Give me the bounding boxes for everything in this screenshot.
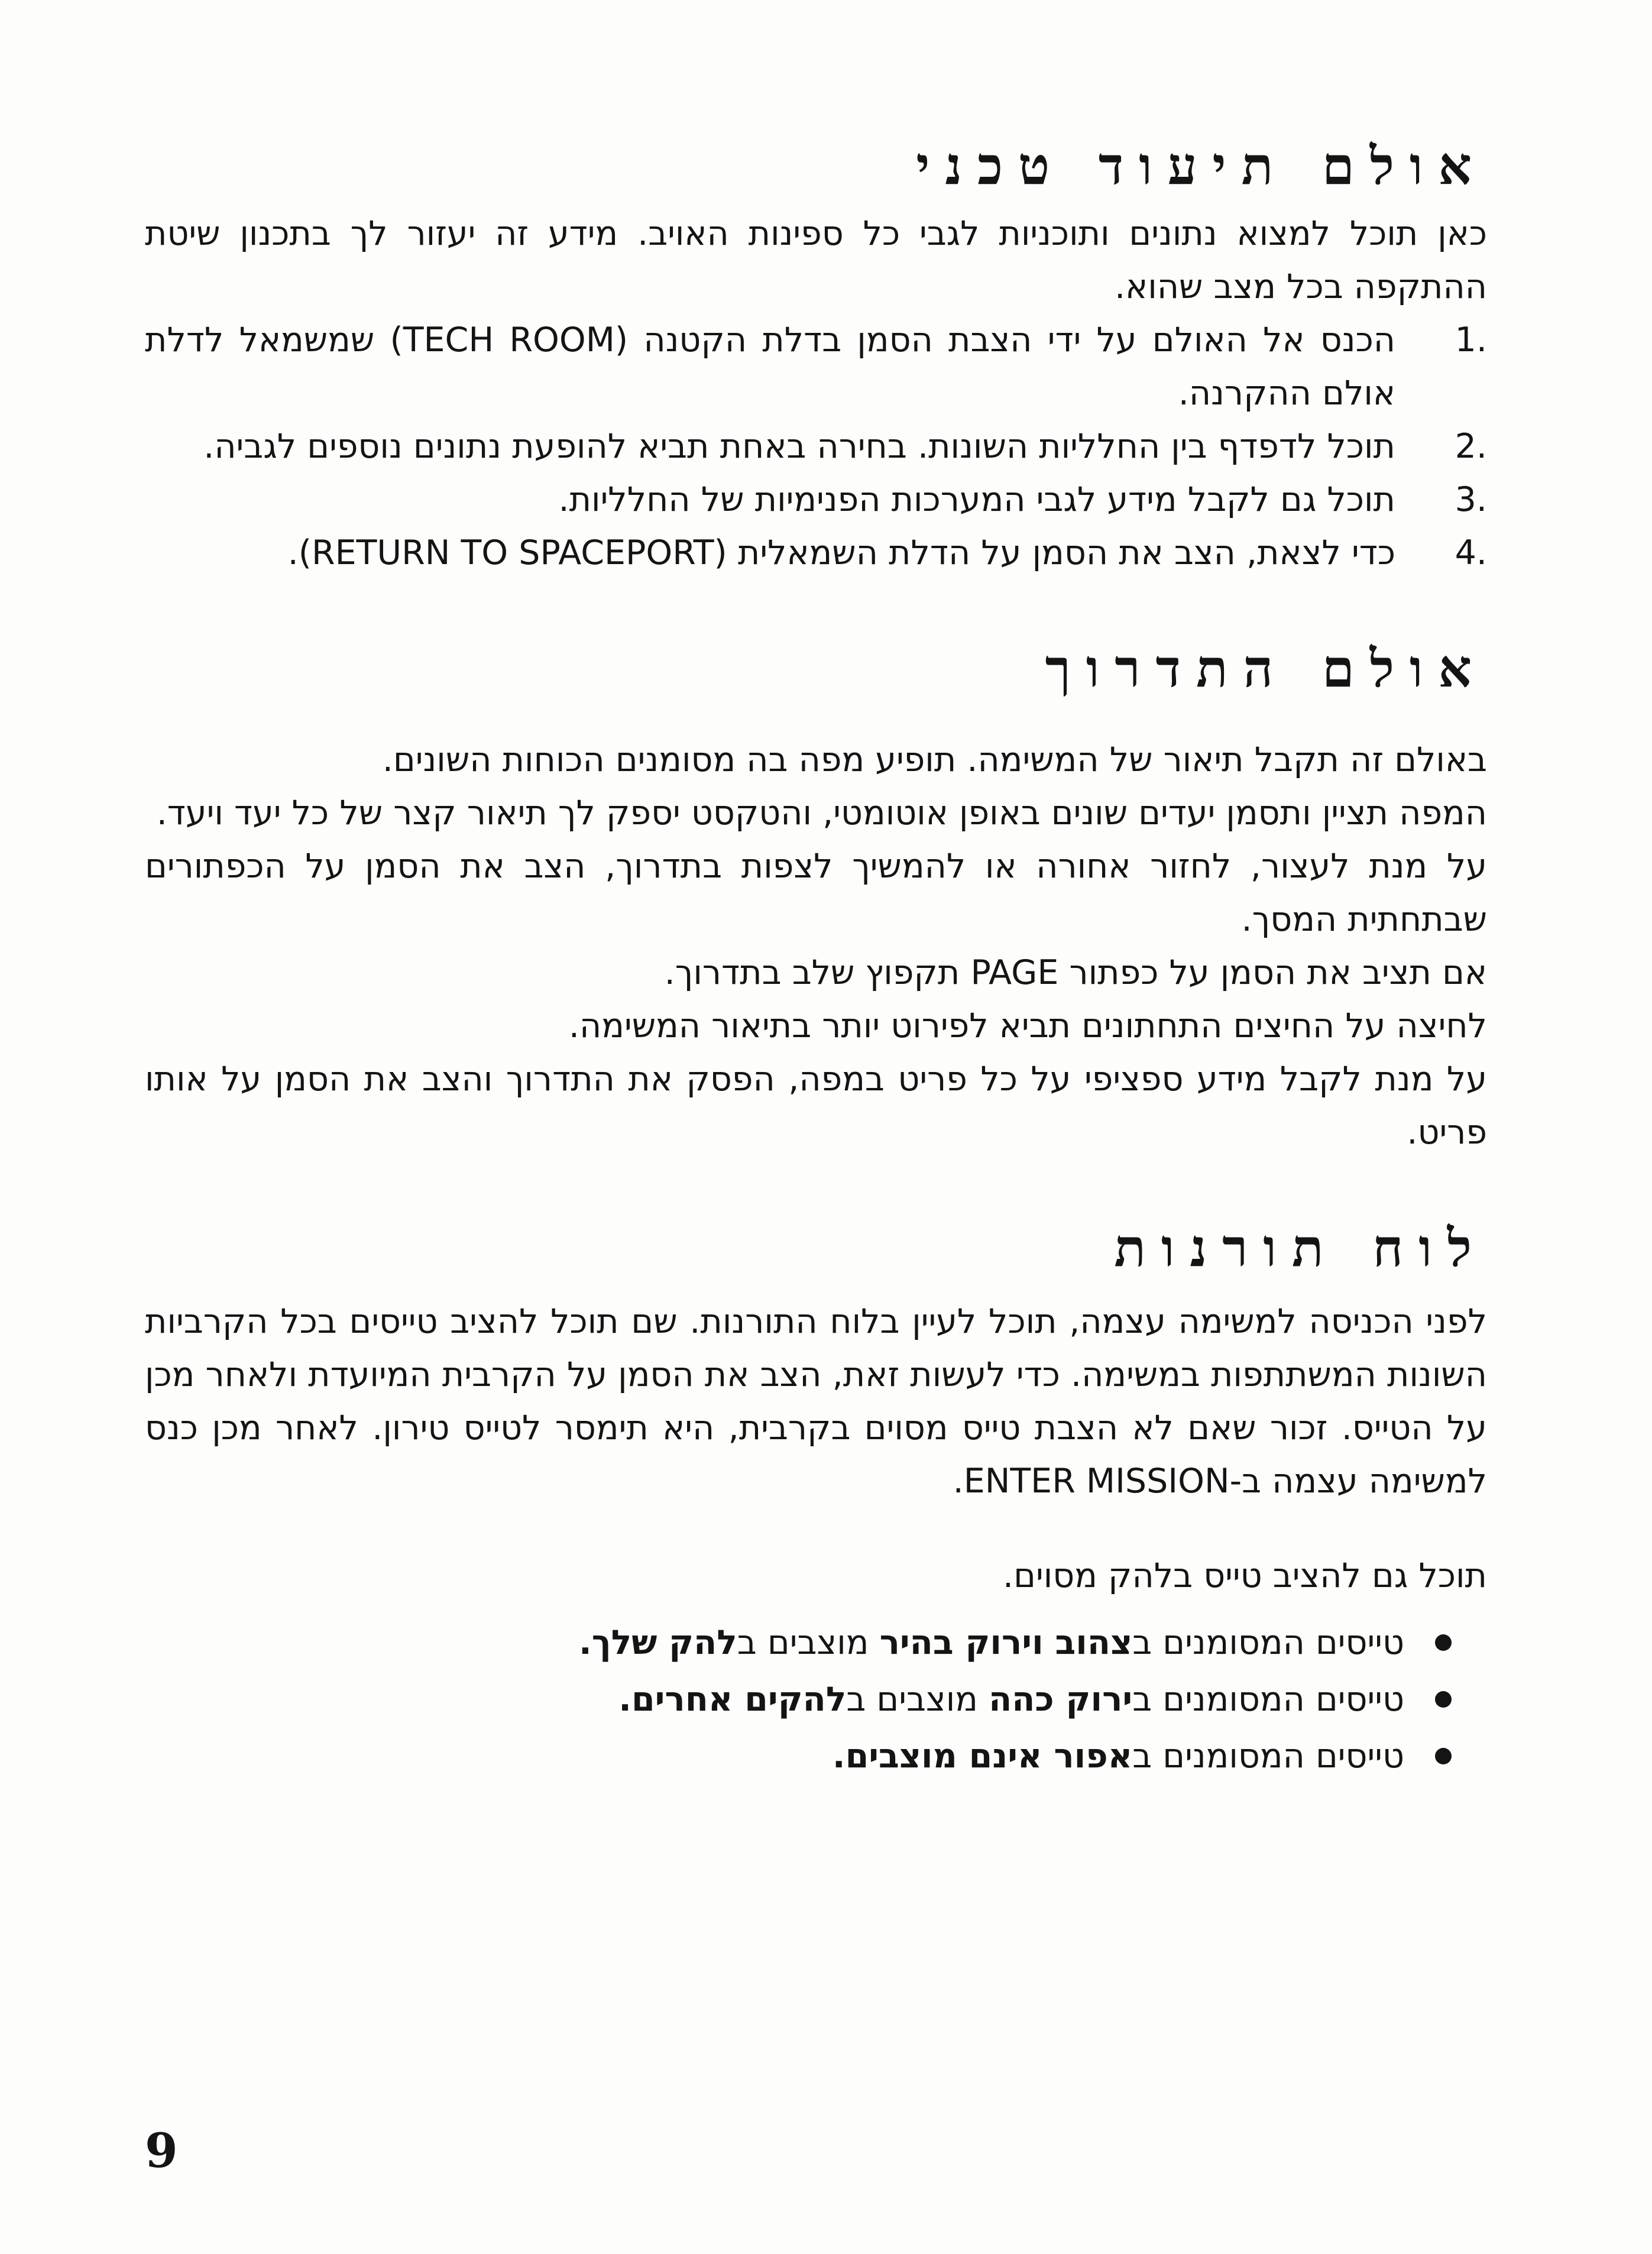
step-item (145, 526, 1487, 579)
step-number: 4. (1455, 533, 1487, 572)
briefing-line: על מנת לעצור, לחזור אחורה או להמשיך לצפות בתדרוך, הצב את הסמן על הכפתורים שבתחתית המסך. (145, 847, 1487, 939)
legend-color: צהוב וירוק בהיר (879, 1623, 1133, 1662)
tech-room-intro: כאן תוכל למצוא נתונים ותוכניות לגבי כל ספינות האויב. מידע זה יעזור לך בתכנון שיטת ההתקפה בכל מצב שהוא. (145, 214, 1487, 306)
legend-status: להק שלך. (579, 1623, 737, 1662)
briefing-line: אם תציב את הסמן על כפתור PAGE תקפוץ שלב בתדרוך. (664, 953, 1487, 992)
legend-item (145, 1671, 1452, 1728)
roster-squad-line: תוכל גם להציב טייס בלהק מסוים. (1003, 1556, 1487, 1595)
page-number: 9 (145, 2123, 178, 2178)
step-item (145, 313, 1487, 420)
step-number: 3. (1455, 480, 1487, 519)
step-item (145, 420, 1487, 473)
step-text: כדי לצאת, הצב את הסמן על הדלת השמאלית (RETURN TO SPACEPORT). (287, 533, 1395, 572)
briefing-line: לחיצה על החיצים התחתונים תביא לפירוט יותר בתיאור המשימה. (568, 1006, 1487, 1045)
roster-legend (145, 1614, 1487, 1785)
legend-item (145, 1728, 1452, 1785)
briefing-line: על מנת לקבל מידע ספציפי על כל פריט במפה, הפסק את התדרוך והצב את הסמן על אותו פריט. (145, 1060, 1487, 1152)
bullet-icon (1435, 1748, 1452, 1764)
tech-room-heading: אולם תיעוד טכני (916, 135, 1487, 196)
legend-item (145, 1614, 1452, 1671)
legend-mid: מוצבים ב (846, 1680, 989, 1719)
briefing-heading: אולם התדרוך (1045, 637, 1487, 699)
step-text: תוכל גם לקבל מידע לגבי המערכות הפנימיות של החלליות. (558, 480, 1395, 519)
briefing-line: באולם זה תקבל תיאור של המשימה. תופיע מפה בה מסומנים הכוחות השונים. (382, 740, 1487, 779)
legend-mid: מוצבים ב (737, 1623, 880, 1662)
step-text: הכנס אל האולם על ידי הצבת הסמן בדלת הקטנה (TECH ROOM) שמשמאל לדלת אולם ההקרנה. (145, 320, 1395, 413)
legend-status: להקים אחרים. (618, 1680, 847, 1719)
roster-intro: לפני הכניסה למשימה עצמה, תוכל לעיין בלוח התורנות. שם תוכל להציב טייסים בכל הקרביות השונות המשתתפות במשימה. כדי לעשות זאת, הצב את הסמן על הקרבית המיועדת ולאחר מכן על הטייס. זכור שאם לא הצבת טייס מסוים בקרבית, היא תימסר לטייס טירון. לאחר מכן כנס למשימה עצמה ב-ENTER MISSION. (145, 1302, 1487, 1501)
legend-color: ירוק כהה (989, 1680, 1133, 1719)
step-text: תוכל לדפדף בין החלליות השונות. בחירה באחת תביא להופעת נתונים נוספים לגביה. (203, 427, 1395, 466)
step-number: 1. (1455, 320, 1487, 360)
tech-room-steps (145, 313, 1487, 579)
bullet-icon (1435, 1634, 1452, 1651)
roster-heading: לוח תורנות (1114, 1217, 1487, 1278)
legend-color: אפור אינם מוצבים. (832, 1737, 1133, 1776)
step-item (145, 473, 1487, 526)
briefing-body (145, 733, 1487, 1159)
briefing-line: המפה תציין ותסמן יעדים שונים באופן אוטומטי, והטקסט יספק לך תיאור קצר של כל יעד ויעד. (156, 794, 1487, 833)
legend-prefix: טייסים המסומנים ב (1132, 1623, 1404, 1662)
legend-prefix: טייסים המסומנים ב (1132, 1680, 1404, 1719)
legend-prefix: טייסים המסומנים ב (1132, 1737, 1404, 1776)
page-content (145, 130, 1487, 1785)
bullet-icon (1435, 1691, 1452, 1708)
step-number: 2. (1455, 427, 1487, 466)
